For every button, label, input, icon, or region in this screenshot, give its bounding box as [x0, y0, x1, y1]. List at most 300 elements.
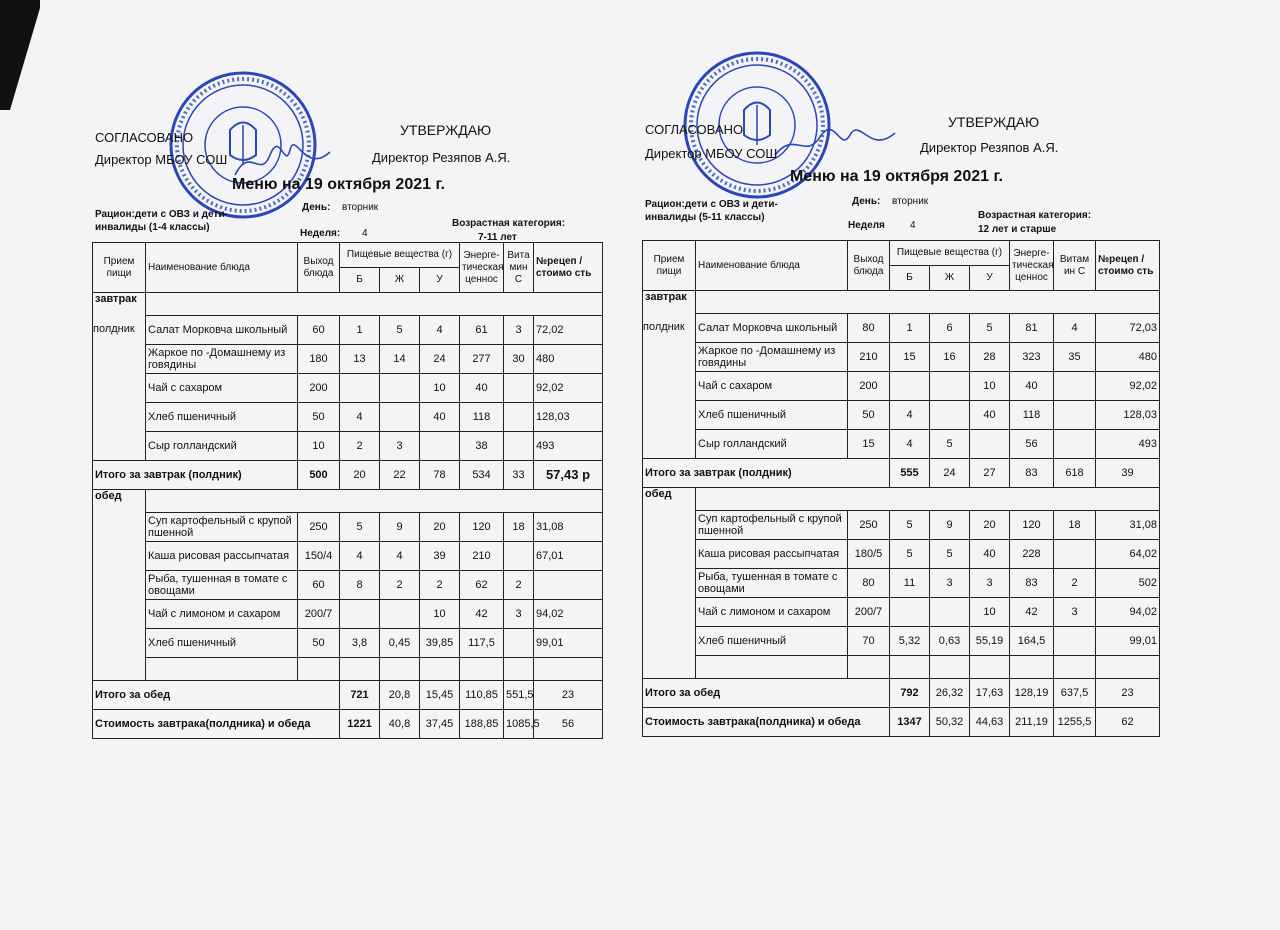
dish-cost: 31,08 [534, 513, 603, 542]
table-row [643, 372, 1160, 401]
day-value: вторник [342, 202, 379, 213]
dish-name: Каша рисовая рассыпчатая [696, 540, 848, 569]
dish-yield: 250 [298, 513, 340, 542]
dish-b: 4 [890, 401, 930, 430]
dish-u: 28 [970, 343, 1010, 372]
dish-yield: 50 [848, 401, 890, 430]
breakfast-label: завтрак [645, 291, 687, 303]
dish-vitc: 3 [504, 600, 534, 629]
total-energy: 534 [460, 461, 504, 490]
dish-b: 8 [340, 571, 380, 600]
dish-energy: 38 [460, 432, 504, 461]
dish-yield: 200 [298, 374, 340, 403]
menu-table [642, 240, 1160, 737]
total-b: 24 [930, 459, 970, 488]
table-row [643, 598, 1160, 627]
lunch-cell [643, 488, 696, 679]
col-nutrients: Пищевые вещества (г) [890, 241, 1010, 266]
table-row [93, 629, 603, 658]
dish-yield: 200 [848, 372, 890, 401]
dish-u: 20 [970, 511, 1010, 540]
week-value: 4 [362, 228, 368, 239]
col-yield: Выход блюда [298, 243, 340, 293]
col-u: У [420, 268, 460, 293]
dish-name: Чай с сахаром [146, 374, 298, 403]
table-row [643, 401, 1160, 430]
dish-b [890, 598, 930, 627]
total-energy: 618 [1054, 459, 1096, 488]
dish-vitc: 18 [1054, 511, 1096, 540]
grand-total-yield: 1347 [890, 708, 930, 737]
dish-vitc: 3 [1054, 598, 1096, 627]
dish-vitc: 2 [504, 571, 534, 600]
dish-u: 3 [970, 569, 1010, 598]
dish-zh: 3 [380, 432, 420, 461]
col-dish: Наименование блюда [696, 241, 848, 291]
dish-b: 3,8 [340, 629, 380, 658]
dish-b: 1 [890, 314, 930, 343]
breakfast-cell [643, 291, 696, 459]
total-zh: 17,63 [970, 679, 1010, 708]
col-meal: Прием пищи [643, 241, 696, 291]
total-b: 26,32 [930, 679, 970, 708]
lunch-total-row [643, 679, 1160, 708]
dish-name: Хлеб пшеничный [146, 629, 298, 658]
dish-vitc [504, 403, 534, 432]
total-zh: 27 [970, 459, 1010, 488]
grand-total-label: Стоимость завтрака(полдника) и обеда [93, 710, 340, 739]
dish-zh [930, 372, 970, 401]
dish-zh: 0,63 [930, 627, 970, 656]
dish-zh: 5 [930, 540, 970, 569]
dish-yield: 180/5 [848, 540, 890, 569]
age-label: Возрастная категория: [978, 210, 1092, 221]
dish-energy: 42 [460, 600, 504, 629]
table-row [93, 432, 603, 461]
grand-total-u: 188,85 [460, 710, 504, 739]
table-row [93, 316, 603, 345]
dish-u: 55,19 [970, 627, 1010, 656]
dish-yield: 60 [298, 571, 340, 600]
dish-zh [930, 598, 970, 627]
table-row [93, 542, 603, 571]
dish-name: Сыр голландский [696, 430, 848, 459]
grand-total-energy: 1255,5 [1054, 708, 1096, 737]
dish-energy: 40 [1010, 372, 1054, 401]
table-header-row [643, 241, 1160, 266]
table-row [93, 403, 603, 432]
dish-vitc: 3 [504, 316, 534, 345]
dish-energy: 40 [460, 374, 504, 403]
dish-energy: 120 [460, 513, 504, 542]
dish-b: 5,32 [890, 627, 930, 656]
col-nutrients: Пищевые вещества (г) [340, 243, 460, 268]
grand-total-row [93, 710, 603, 739]
total-vitc: 39 [1096, 459, 1160, 488]
dish-vitc [1054, 627, 1096, 656]
dish-zh: 9 [930, 511, 970, 540]
dish-vitc [1054, 401, 1096, 430]
grand-total-vitc: 56 [534, 710, 603, 739]
empty-cell [146, 293, 603, 316]
dish-zh: 0,45 [380, 629, 420, 658]
dish-u [970, 430, 1010, 459]
total-vitc: 23 [534, 681, 603, 710]
total-u: 128,19 [1010, 679, 1054, 708]
table-header-row [93, 243, 603, 268]
lunch-cell [93, 490, 146, 681]
agreed-by: Директор МБОУ СОШ [645, 146, 778, 161]
dish-yield: 200/7 [298, 600, 340, 629]
dish-b: 1 [340, 316, 380, 345]
table-row [643, 569, 1160, 598]
dish-zh: 5 [930, 430, 970, 459]
dish-yield: 150/4 [298, 542, 340, 571]
dish-name: Сыр голландский [146, 432, 298, 461]
breakfast-label: завтрак [95, 293, 137, 305]
dish-name: Жаркое по -Домашнему из говядины [696, 343, 848, 372]
dish-u: 24 [420, 345, 460, 374]
table-row [643, 511, 1160, 540]
col-vitc: Витам ин С [1054, 241, 1096, 291]
breakfast-header-row [643, 291, 1160, 314]
dish-u: 40 [420, 403, 460, 432]
dish-name: Хлеб пшеничный [696, 401, 848, 430]
dish-vitc [1054, 540, 1096, 569]
dish-zh: 4 [380, 542, 420, 571]
table-row [643, 540, 1160, 569]
dish-vitc: 35 [1054, 343, 1096, 372]
total-energy: 551,5 [504, 681, 534, 710]
dish-u: 40 [970, 540, 1010, 569]
menu-sheet-right [630, 80, 1220, 880]
dish-u: 10 [420, 600, 460, 629]
dish-u: 2 [420, 571, 460, 600]
breakfast-cell [93, 293, 146, 461]
col-energy: Энерге-тическая ценнос [460, 243, 504, 293]
total-energy: 637,5 [1054, 679, 1096, 708]
dish-u: 40 [970, 401, 1010, 430]
total-label: Итого за завтрак (полдник) [93, 461, 298, 490]
dish-name: Чай с сахаром [696, 372, 848, 401]
total-yield: 555 [890, 459, 930, 488]
total-u: 110,85 [460, 681, 504, 710]
dish-cost: 128,03 [1096, 401, 1160, 430]
approve-by: Директор Резяпов А.Я. [920, 140, 1059, 155]
menu-table [92, 242, 603, 739]
dish-vitc: 4 [1054, 314, 1096, 343]
lunch-total-row [93, 681, 603, 710]
dish-cost: 67,01 [534, 542, 603, 571]
dish-b: 5 [340, 513, 380, 542]
dish-yield: 50 [298, 403, 340, 432]
col-recipe: №рецеп /стоимо сть [1096, 241, 1160, 291]
dish-name: Жаркое по -Домашнему из говядины [146, 345, 298, 374]
dish-b [340, 600, 380, 629]
age-label: Возрастная категория: [452, 218, 566, 229]
col-b: Б [340, 268, 380, 293]
dish-energy: 62 [460, 571, 504, 600]
dish-energy: 117,5 [460, 629, 504, 658]
col-u: У [970, 266, 1010, 291]
breakfast-header-row [93, 293, 603, 316]
dish-zh: 3 [930, 569, 970, 598]
dish-zh: 14 [380, 345, 420, 374]
dish-energy: 120 [1010, 511, 1054, 540]
dish-energy: 277 [460, 345, 504, 374]
table-row [643, 627, 1160, 656]
dish-u: 4 [420, 316, 460, 345]
dish-cost: 480 [534, 345, 603, 374]
dish-yield: 60 [298, 316, 340, 345]
dish-cost: 502 [1096, 569, 1160, 598]
lunch-header-row [643, 488, 1160, 511]
dish-cost: 92,02 [534, 374, 603, 403]
dish-name: Хлеб пшеничный [146, 403, 298, 432]
col-zh: Ж [380, 268, 420, 293]
total-yield: 792 [890, 679, 930, 708]
dish-energy: 323 [1010, 343, 1054, 372]
approve-by: Директор Резяпов А.Я. [372, 150, 511, 165]
dish-yield: 80 [848, 314, 890, 343]
dish-energy: 81 [1010, 314, 1054, 343]
dish-u: 39,85 [420, 629, 460, 658]
dish-energy: 118 [460, 403, 504, 432]
dish-zh [930, 401, 970, 430]
dish-name: Салат Морковча школьный [696, 314, 848, 343]
table-row [93, 374, 603, 403]
dish-cost: 64,02 [1096, 540, 1160, 569]
approve-label: УТВЕРЖДАЮ [400, 122, 492, 138]
grand-total-b: 40,8 [380, 710, 420, 739]
col-yield: Выход блюда [848, 241, 890, 291]
ration-label: Рацион:дети с ОВЗ и дети-инвалиды (5-11 классы) [645, 199, 778, 223]
empty-cell [146, 490, 603, 513]
dish-yield: 50 [298, 629, 340, 658]
menu-title: Меню на 19 октября 2021 г. [790, 168, 1003, 185]
approve-label: УТВЕРЖДАЮ [948, 114, 1040, 130]
empty-row [93, 658, 603, 681]
dish-u: 10 [420, 374, 460, 403]
day-label: День: [302, 202, 331, 213]
empty-cell [696, 291, 1160, 314]
dish-vitc [1054, 430, 1096, 459]
dish-yield: 15 [848, 430, 890, 459]
table-row [93, 571, 603, 600]
table-row [93, 600, 603, 629]
dish-cost: 72,02 [534, 316, 603, 345]
dish-energy: 210 [460, 542, 504, 571]
col-recipe: №рецеп /стоимо сть [534, 243, 603, 293]
grand-total-energy: 1085,5 [504, 710, 534, 739]
total-b: 20 [340, 461, 380, 490]
dish-energy: 83 [1010, 569, 1054, 598]
dish-b: 13 [340, 345, 380, 374]
week-label: Неделя: [300, 228, 341, 239]
dish-b: 11 [890, 569, 930, 598]
col-vitc: Вита мин С [504, 243, 534, 293]
dish-cost: 94,02 [534, 600, 603, 629]
dish-vitc: 30 [504, 345, 534, 374]
dish-b: 5 [890, 511, 930, 540]
dish-b: 15 [890, 343, 930, 372]
dish-name: Рыба, тушенная в томате с овощами [696, 569, 848, 598]
dish-energy: 228 [1010, 540, 1054, 569]
grand-total-row [643, 708, 1160, 737]
dish-zh [380, 600, 420, 629]
total-u: 78 [420, 461, 460, 490]
dish-u: 10 [970, 372, 1010, 401]
scan-edge-shadow [0, 0, 40, 110]
dish-energy: 56 [1010, 430, 1054, 459]
dish-u: 20 [420, 513, 460, 542]
agreed-by: Директор МБОУ СОШ [95, 152, 228, 167]
menu-title: Меню на 19 октября 2021 г. [232, 176, 445, 193]
total-zh: 15,45 [420, 681, 460, 710]
dish-cost: 493 [534, 432, 603, 461]
dish-yield: 10 [298, 432, 340, 461]
dish-zh: 5 [380, 316, 420, 345]
dish-vitc [504, 629, 534, 658]
dish-name: Чай с лимоном и сахаром [696, 598, 848, 627]
dish-vitc [1054, 372, 1096, 401]
dish-vitc [504, 542, 534, 571]
dish-cost: 94,02 [1096, 598, 1160, 627]
dish-zh: 16 [930, 343, 970, 372]
dish-b: 2 [340, 432, 380, 461]
total-label: Итого за обед [643, 679, 890, 708]
week-value: 4 [910, 220, 916, 231]
dish-energy: 164,5 [1010, 627, 1054, 656]
dish-yield: 80 [848, 569, 890, 598]
dish-yield: 70 [848, 627, 890, 656]
lunch-label: обед [645, 488, 672, 500]
dish-zh: 6 [930, 314, 970, 343]
total-yield: 721 [340, 681, 380, 710]
total-label: Итого за обед [93, 681, 340, 710]
day-label: День: [852, 196, 881, 207]
total-cost: 57,43 р [534, 461, 603, 490]
dish-name: Чай с лимоном и сахаром [146, 600, 298, 629]
dish-zh: 9 [380, 513, 420, 542]
dish-energy: 42 [1010, 598, 1054, 627]
dish-u: 10 [970, 598, 1010, 627]
dish-b [890, 372, 930, 401]
col-meal: Прием пищи [93, 243, 146, 293]
dish-cost: 128,03 [534, 403, 603, 432]
total-label: Итого за завтрак (полдник) [643, 459, 890, 488]
dish-name: Салат Морковча школьный [146, 316, 298, 345]
empty-row [643, 656, 1160, 679]
total-yield: 500 [298, 461, 340, 490]
dish-cost [534, 571, 603, 600]
snack-label: полдник [93, 323, 135, 335]
table-row [643, 343, 1160, 372]
agreed-label: СОГЛАСОВАНО [645, 122, 744, 137]
age-value: 12 лет и старше [978, 224, 1057, 235]
lunch-header-row [93, 490, 603, 513]
dish-yield: 180 [298, 345, 340, 374]
agreed-label: СОГЛАСОВАНО [95, 130, 194, 145]
col-energy: Энерге-тическая ценнос [1010, 241, 1054, 291]
dish-b [340, 374, 380, 403]
dish-yield: 200/7 [848, 598, 890, 627]
dish-cost: 99,01 [1096, 627, 1160, 656]
dish-zh [380, 374, 420, 403]
grand-total-zh: 37,45 [420, 710, 460, 739]
dish-u: 39 [420, 542, 460, 571]
dish-b: 4 [340, 542, 380, 571]
grand-total-yield: 1221 [340, 710, 380, 739]
dish-cost: 493 [1096, 430, 1160, 459]
total-zh: 22 [380, 461, 420, 490]
dish-vitc [504, 432, 534, 461]
col-dish: Наименование блюда [146, 243, 298, 293]
dish-name: Суп картофельный с крупой пшенной [696, 511, 848, 540]
dish-cost: 480 [1096, 343, 1160, 372]
dish-energy: 61 [460, 316, 504, 345]
dish-energy: 118 [1010, 401, 1054, 430]
dish-b: 4 [890, 430, 930, 459]
day-value: вторник [892, 196, 929, 207]
grand-total-u: 211,19 [1010, 708, 1054, 737]
total-u: 83 [1010, 459, 1054, 488]
dish-cost: 31,08 [1096, 511, 1160, 540]
lunch-label: обед [95, 490, 122, 502]
dish-name: Каша рисовая рассыпчатая [146, 542, 298, 571]
dish-yield: 250 [848, 511, 890, 540]
empty-cell [696, 488, 1160, 511]
snack-label: полдник [643, 321, 685, 333]
dish-name: Хлеб пшеничный [696, 627, 848, 656]
total-vitc: 23 [1096, 679, 1160, 708]
dish-cost: 72,03 [1096, 314, 1160, 343]
table-row [93, 513, 603, 542]
grand-total-vitc: 62 [1096, 708, 1160, 737]
dish-yield: 210 [848, 343, 890, 372]
ration-label: Рацион:дети с ОВЗ и дети-инвалиды (1-4 классы) [95, 209, 228, 233]
week-label: Неделя [848, 220, 885, 231]
table-row [93, 345, 603, 374]
dish-vitc: 2 [1054, 569, 1096, 598]
grand-total-zh: 44,63 [970, 708, 1010, 737]
total-vitc: 33 [504, 461, 534, 490]
breakfast-total-row [93, 461, 603, 490]
total-b: 20,8 [380, 681, 420, 710]
table-row [643, 314, 1160, 343]
menu-sheet-left [80, 90, 670, 890]
table-row [643, 430, 1160, 459]
director-signature [770, 125, 900, 165]
col-b: Б [890, 266, 930, 291]
dish-zh [380, 403, 420, 432]
dish-zh: 2 [380, 571, 420, 600]
dish-vitc [504, 374, 534, 403]
breakfast-total-row [643, 459, 1160, 488]
dish-cost: 92,02 [1096, 372, 1160, 401]
grand-total-label: Стоимость завтрака(полдника) и обеда [643, 708, 890, 737]
dish-name: Рыба, тушенная в томате с овощами [146, 571, 298, 600]
col-zh: Ж [930, 266, 970, 291]
dish-u: 5 [970, 314, 1010, 343]
grand-total-b: 50,32 [930, 708, 970, 737]
dish-b: 4 [340, 403, 380, 432]
dish-cost: 99,01 [534, 629, 603, 658]
age-value: 7-11 лет [478, 232, 517, 243]
dish-u [420, 432, 460, 461]
dish-b: 5 [890, 540, 930, 569]
dish-vitc: 18 [504, 513, 534, 542]
